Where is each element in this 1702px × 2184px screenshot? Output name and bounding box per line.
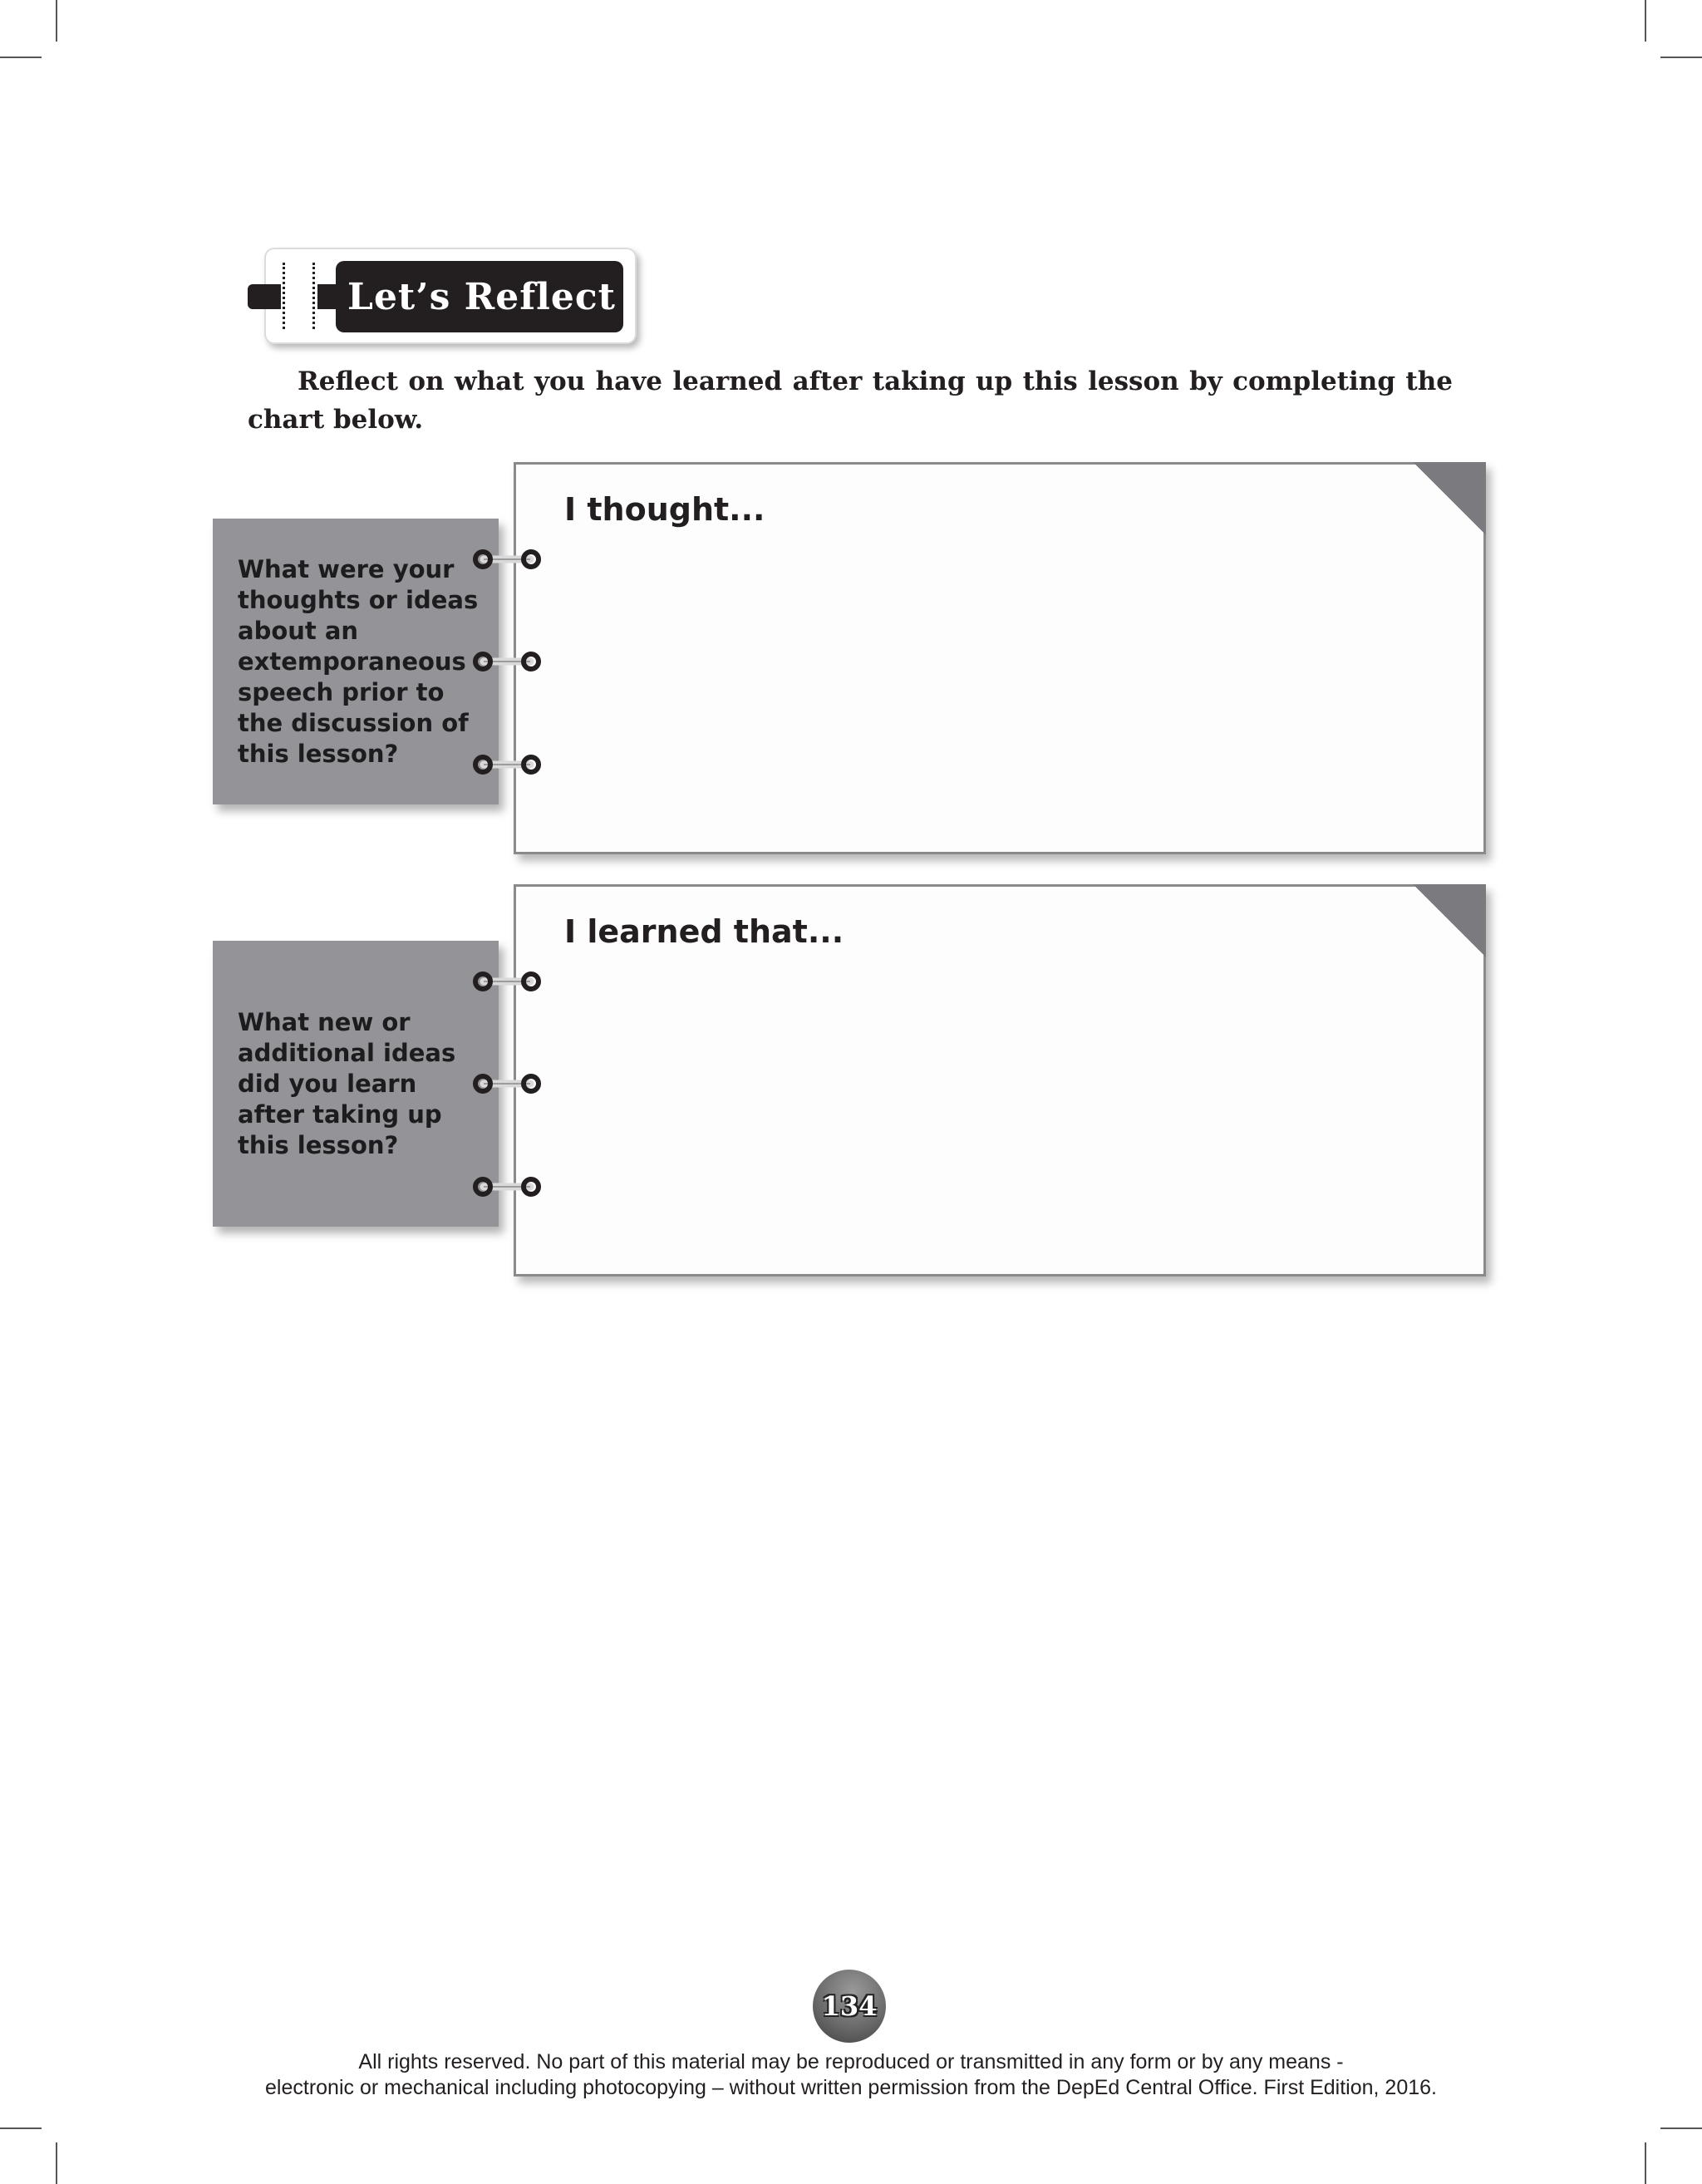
header-cap	[317, 284, 337, 309]
crop-mark	[0, 57, 42, 58]
page-number-badge	[813, 1970, 886, 2043]
binder-ring-icon	[472, 651, 542, 672]
crop-mark	[1645, 2142, 1646, 2184]
crop-mark	[0, 2127, 42, 2129]
binder-ring-icon	[472, 754, 542, 775]
question-box	[213, 519, 499, 804]
card-title: I learned that...	[564, 913, 844, 950]
crop-mark	[56, 0, 57, 42]
answer-card[interactable]	[514, 462, 1486, 854]
crop-mark	[1660, 2127, 1702, 2129]
section-title: Let’s Reflect	[347, 275, 616, 318]
page-number: 134	[821, 1990, 878, 2022]
header-stitch	[283, 263, 285, 329]
crop-mark	[56, 2142, 57, 2184]
copyright-line: electronic or mechanical including photocopying – without written permission from the DepEd Central Office. First Edition, 2016.	[265, 2076, 1437, 2099]
question-box	[213, 941, 499, 1227]
instructions-paragraph: Reflect on what you have learned after taking up this lesson by completing the chart below.	[248, 366, 1453, 435]
header-pill	[336, 261, 623, 332]
binder-ring-icon	[472, 1073, 542, 1094]
section-header	[248, 248, 637, 346]
crop-mark	[1660, 57, 1702, 58]
header-stitch	[312, 263, 315, 329]
card-title: I thought...	[564, 491, 765, 528]
copyright-notice	[0, 2049, 1702, 2101]
crop-mark	[1645, 0, 1646, 42]
binder-ring-icon	[472, 1176, 542, 1198]
folded-corner	[1413, 884, 1486, 957]
folded-corner	[1413, 462, 1486, 535]
answer-card[interactable]	[514, 884, 1486, 1276]
binder-ring-icon	[472, 971, 542, 992]
binder-ring-icon	[472, 548, 542, 570]
question-text: What were your thoughts or ideas about an extemporaneous speech prior to the discussion of this lesson?	[238, 554, 479, 768]
question-text: What new or additional ideas did you learn after taking up this lesson?	[238, 1007, 456, 1159]
copyright-line: All rights reserved. No part of this material may be reproduced or transmitted in any form or by any means -	[358, 2050, 1344, 2073]
header-tab	[248, 284, 281, 309]
